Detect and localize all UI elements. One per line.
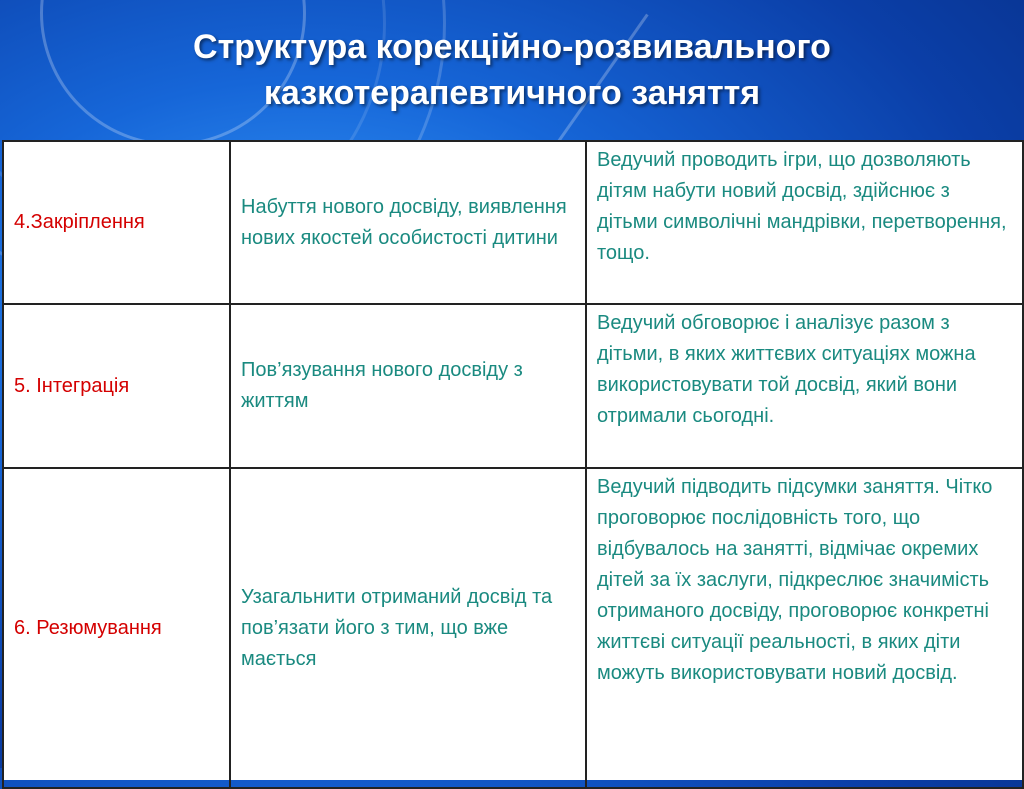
slide-title [0,24,1024,116]
slide-title-line-2: казкотерапевтичного заняття [263,74,761,112]
lesson-structure-table [2,140,1024,789]
table-row [3,304,1023,468]
activity-cell: Ведучий проводить ігри, що дозволяють дітям набути новий досвід, здійснює з дітьми символічні мандрівки, перетворення, тощо. [586,141,1023,304]
activity-cell: Ведучий обговорює і аналізує разом з дітьми, в яких життєвих ситуаціях можна використовувати той досвід, який вони отримали сьогодні. [586,304,1023,468]
stage-cell: 5. Інтеграція [3,304,230,468]
stage-cell: 6. Резюмування [3,468,230,788]
activity-cell: Ведучий підводить підсумки заняття. Чітко проговорює послідовність того, що відбувалось на занятті, відмічає окремих дітей за їх заслуги, підкреслює значимість отриманого досвіду, проговорює конкретні життєві ситуації реальності, в яких діти можуть використовувати новий досвід. [586,468,1023,788]
goal-cell: Набуття нового досвіду, виявлення нових якостей особистості дитини [230,141,586,304]
goal-cell: Пов’язування нового досвіду з життям [230,304,586,468]
table-row [3,141,1023,304]
table-row [3,468,1023,788]
lesson-structure-table-container [2,140,1022,780]
slide-title-line-1: Структура корекційно-розвивального [193,28,831,66]
stage-cell: 4.Закріплення [3,141,230,304]
goal-cell: Узагальнити отриманий досвід та пов’язати його з тим, що вже мається [230,468,586,788]
